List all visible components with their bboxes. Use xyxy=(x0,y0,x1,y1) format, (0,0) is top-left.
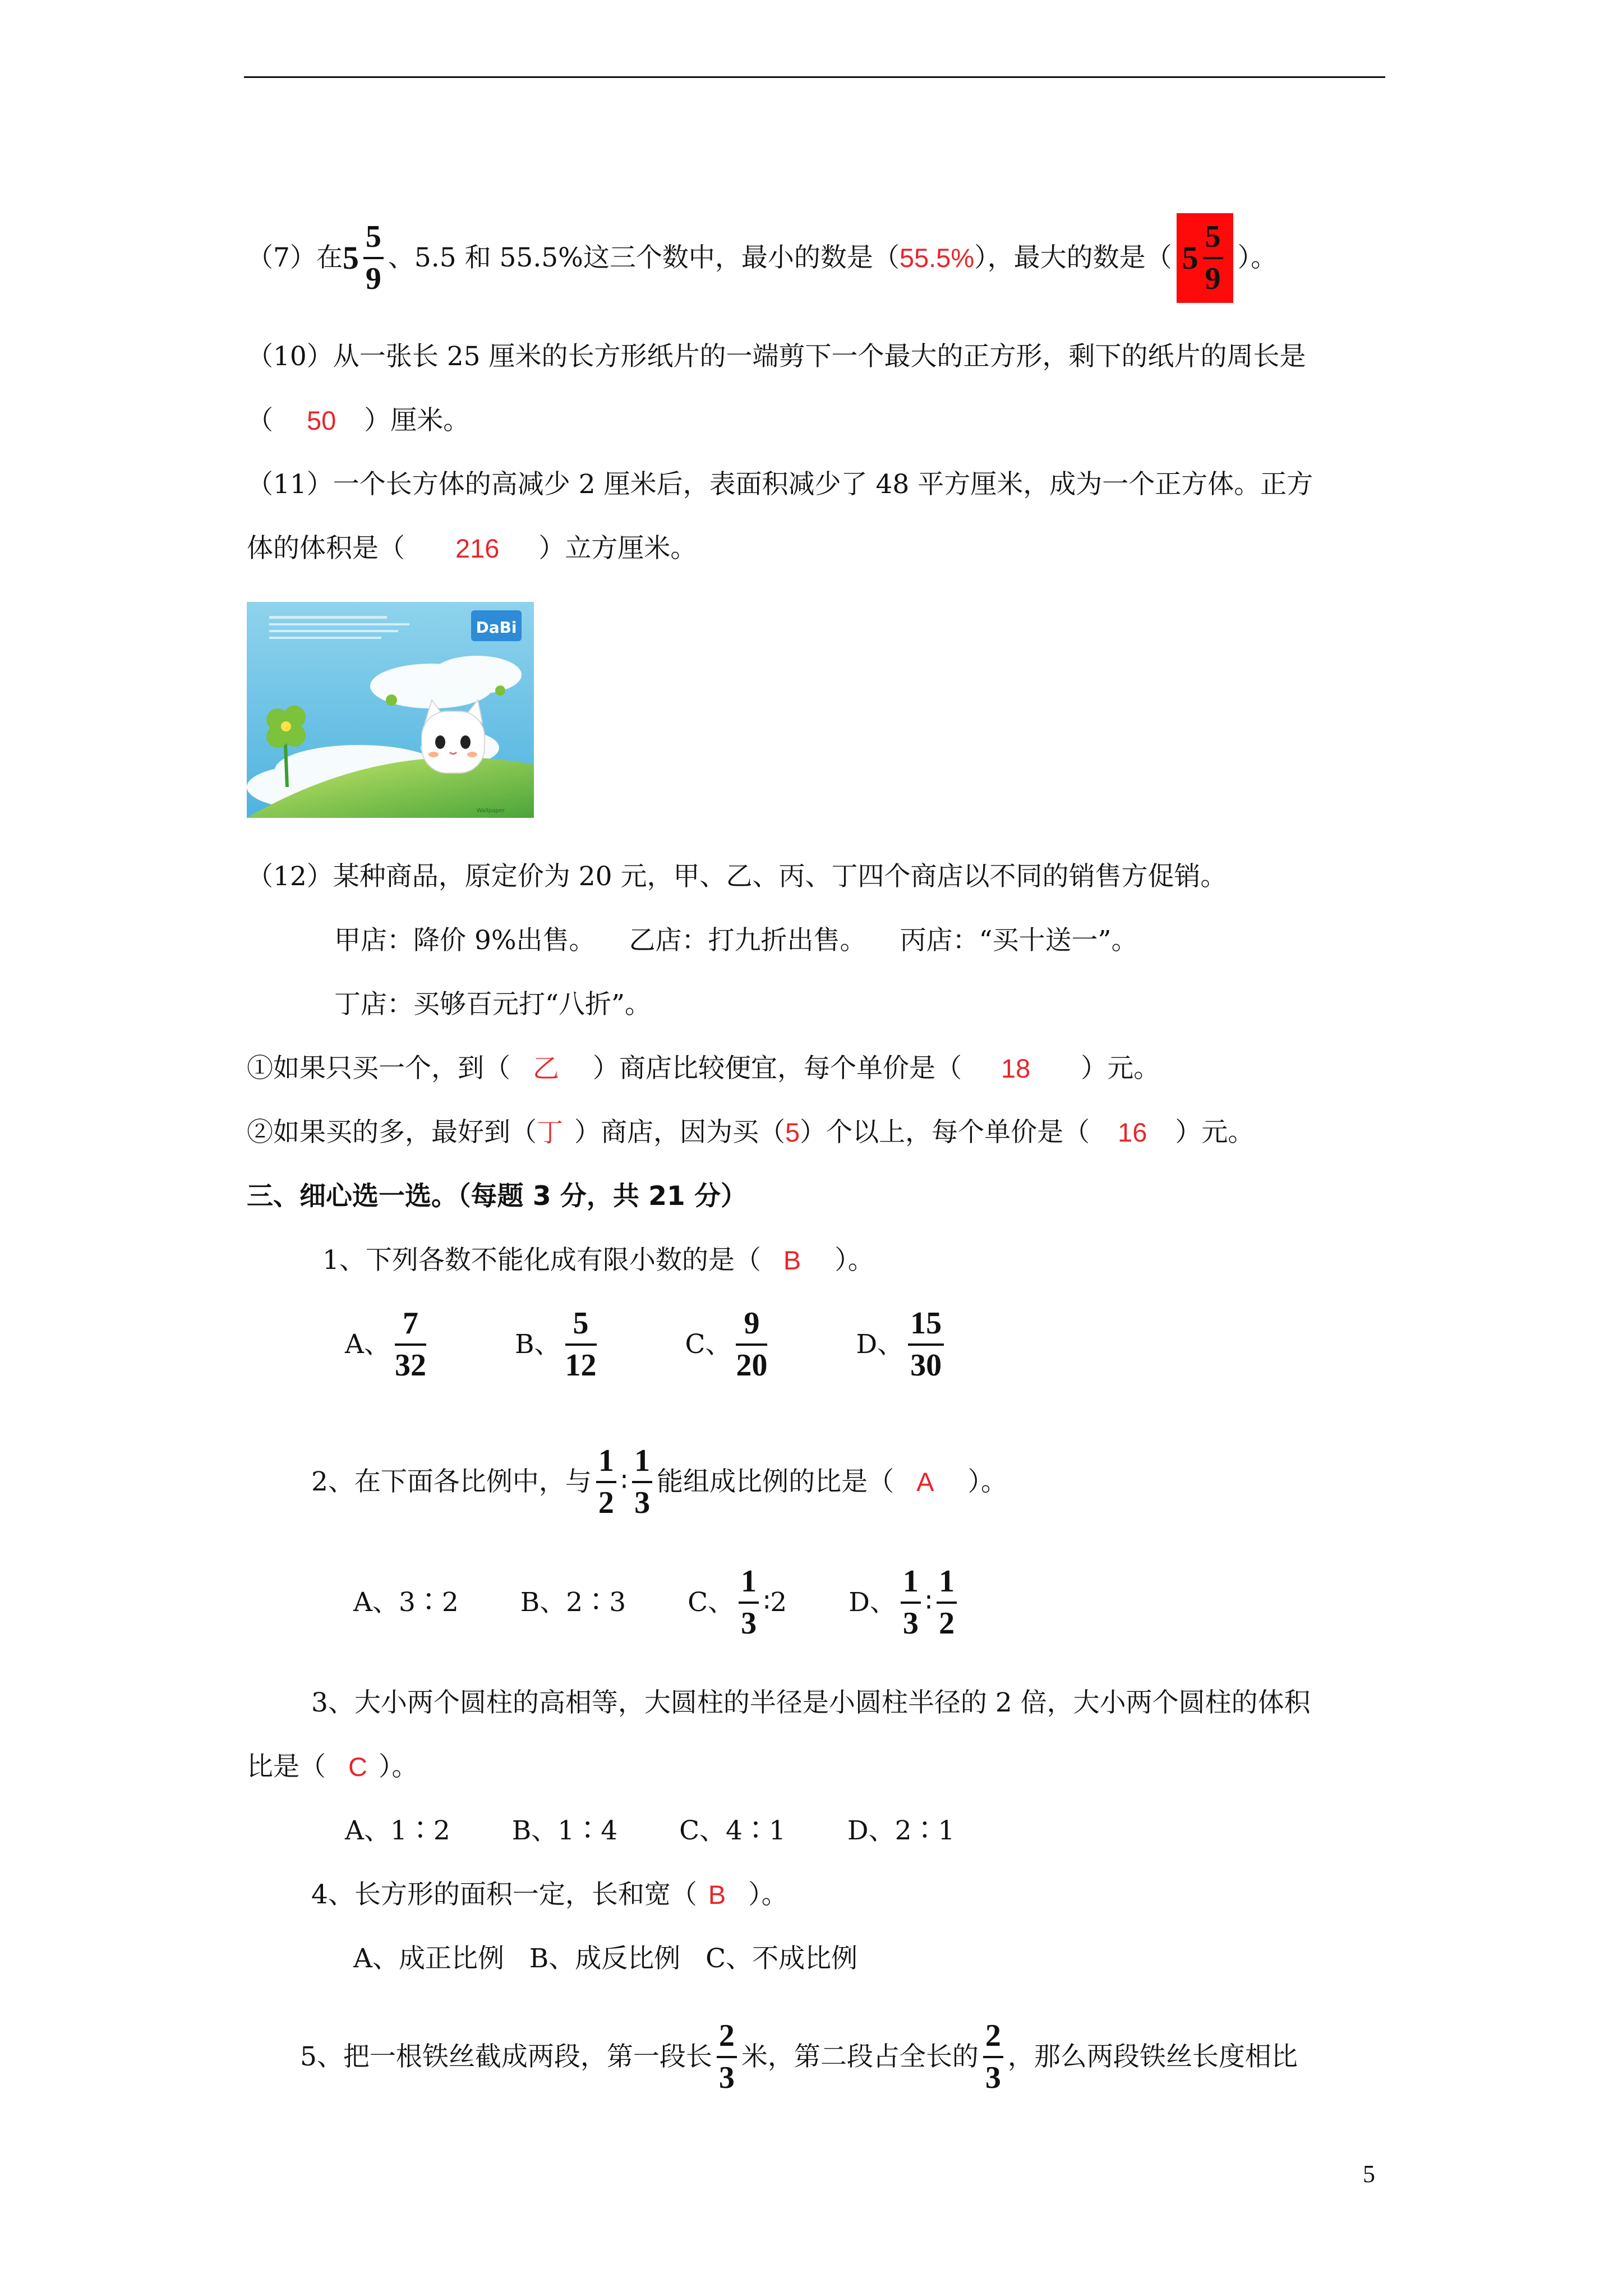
s3-q2-option-c-fraction: $\frac{1}{3}$ xyxy=(739,1565,759,1640)
s3-q2-option-b: B、2∶3 xyxy=(520,1586,626,1618)
q10-answer: 50 xyxy=(307,406,336,435)
q11-answer: 216 xyxy=(455,533,500,563)
question-12-line1: （12）某种商品，原定价为 20 元，甲、乙、丙、丁四个商店以不同的销售方促销。 xyxy=(247,861,1227,892)
s3-question-5: 5、把一根铁丝截成两段，第一段长 $\frac{2}{3}$ 米，第二段占全长的 $\frac{2}{3}$ ，那么两段铁丝长度相比 xyxy=(300,2018,1298,2095)
leaf-icon xyxy=(495,685,505,696)
shop-c: 丙店：“买十送一”。 xyxy=(900,925,1138,956)
question-7 xyxy=(247,213,1277,303)
s3-q3-options: A、1∶2 B、1∶4 C、4∶1 D、2∶1 xyxy=(345,1815,955,1846)
q12-sub1-answer-price: 18 xyxy=(1001,1053,1031,1083)
header-rule xyxy=(244,76,1385,78)
question-12-shops-1 xyxy=(334,925,1138,956)
q7-answer-max-highlight: 5 $\frac{5}{9}$ xyxy=(1177,213,1233,303)
svg-text:DaBi: DaBi xyxy=(476,618,517,637)
q12-sub1-answer-shop: 乙 xyxy=(533,1053,559,1083)
q7-text-post: ）。 xyxy=(1237,242,1278,273)
svg-text:Wallpaper: Wallpaper xyxy=(476,808,505,814)
question-11-line2: 体的体积是（ 216 ）立方厘米。 xyxy=(247,533,697,564)
section-3-heading: 三、细心选一选。（每题 3 分，共 21 分） xyxy=(247,1181,748,1212)
s3-q4-answer: B xyxy=(708,1880,726,1910)
question-10-line1: （10）从一张长 25 厘米的长方形纸片的一端剪下一个最大的正方形，剩下的纸片的周长是 xyxy=(247,341,1306,372)
s3-q2-option-a: A、3∶2 xyxy=(353,1586,459,1618)
s3-question-3-line1: 3、大小两个圆柱的高相等，大圆柱的半径是小圆柱半径的 2 倍，大小两个圆柱的体积 xyxy=(311,1687,1311,1718)
s3-q1-options: A、 $\frac{7}{32}$ B、 $\frac{5}{12}$ C、 $\frac{9}{20}$ D、 $\frac{15}{30}$ xyxy=(345,1307,948,1382)
s3-q3-answer: C xyxy=(348,1752,367,1782)
shop-a: 甲店：降价 9%出售。 xyxy=(334,925,596,956)
question-12-sub1: ①如果只买一个，到（ 乙 ）商店比较便宜，每个单价是（ 18 ）元。 xyxy=(247,1053,1160,1084)
cat-icon xyxy=(422,700,485,773)
s3-q1-answer: B xyxy=(783,1245,801,1275)
question-11-line1: （11）一个长方体的高减少 2 厘米后，表面积减少了 48 平方厘米，成为一个正方体。正方 xyxy=(247,469,1313,500)
s3-question-2: 2、在下面各比例中，与 $\frac{1}{2}$ ∶ $\frac{1}{3}$ 能组成比例的比是（ A ）。 xyxy=(311,1443,1007,1520)
q7-text-mid2: ），最大的数是（ xyxy=(974,242,1172,273)
q7-answer-min: 55.5% xyxy=(899,242,975,273)
leaf-icon xyxy=(386,694,397,706)
page-number: 5 xyxy=(1363,2160,1375,2188)
q7-text-mid: 、5.5 和 55.5%这三个数中，最小的数是（ xyxy=(388,242,900,273)
q12-sub2-answer-shop: 丁 xyxy=(537,1117,563,1147)
s3-question-1: 1、下列各数不能化成有限小数的是（ B ）。 xyxy=(322,1245,874,1276)
cartoon-cat-picture xyxy=(247,602,534,818)
question-12-shops-2 xyxy=(334,989,651,1020)
s3-question-4: 4、长方形的面积一定，长和宽（ B ）。 xyxy=(311,1879,788,1910)
s3-q4-options: A、成正比例 B、成反比例 C、不成比例 xyxy=(353,1943,858,1974)
shop-b: 乙店：打九折出售。 xyxy=(629,925,866,956)
question-10-line2: （ 50 ）厘米。 xyxy=(247,405,470,436)
s3-question-3-line2: 比是（ C ）。 xyxy=(247,1751,418,1782)
q12-sub2-answer-price: 16 xyxy=(1118,1117,1147,1147)
option-b-fraction: $\frac{5}{12}$ xyxy=(565,1306,597,1383)
q12-sub2-answer-count: 5 xyxy=(785,1117,800,1147)
q7-text: （7）在 xyxy=(247,242,343,273)
question-12-sub2: ②如果买的多，最好到（ 丁 ）商店，因为买（ 5 ）个以上，每个单价是（ 16 ）元。 xyxy=(247,1117,1255,1148)
mixed-number: 5 $\frac{5}{9}$ xyxy=(343,220,388,296)
option-c-fraction: $\frac{9}{20}$ xyxy=(736,1306,768,1383)
option-d-fraction: $\frac{15}{30}$ xyxy=(908,1307,944,1382)
s3-q2-answer: A xyxy=(916,1466,934,1497)
option-a-fraction: $\frac{7}{32}$ xyxy=(394,1306,426,1383)
s3-q2-options: A、3∶2 B、2∶3 C、 $\frac{1}{3}$ ∶2 D、 $\frac{1}{3}$ ∶ $\frac{1}{2}$ xyxy=(353,1565,961,1640)
shop-d: 丁店：买够百元打“八折”。 xyxy=(334,989,652,1020)
